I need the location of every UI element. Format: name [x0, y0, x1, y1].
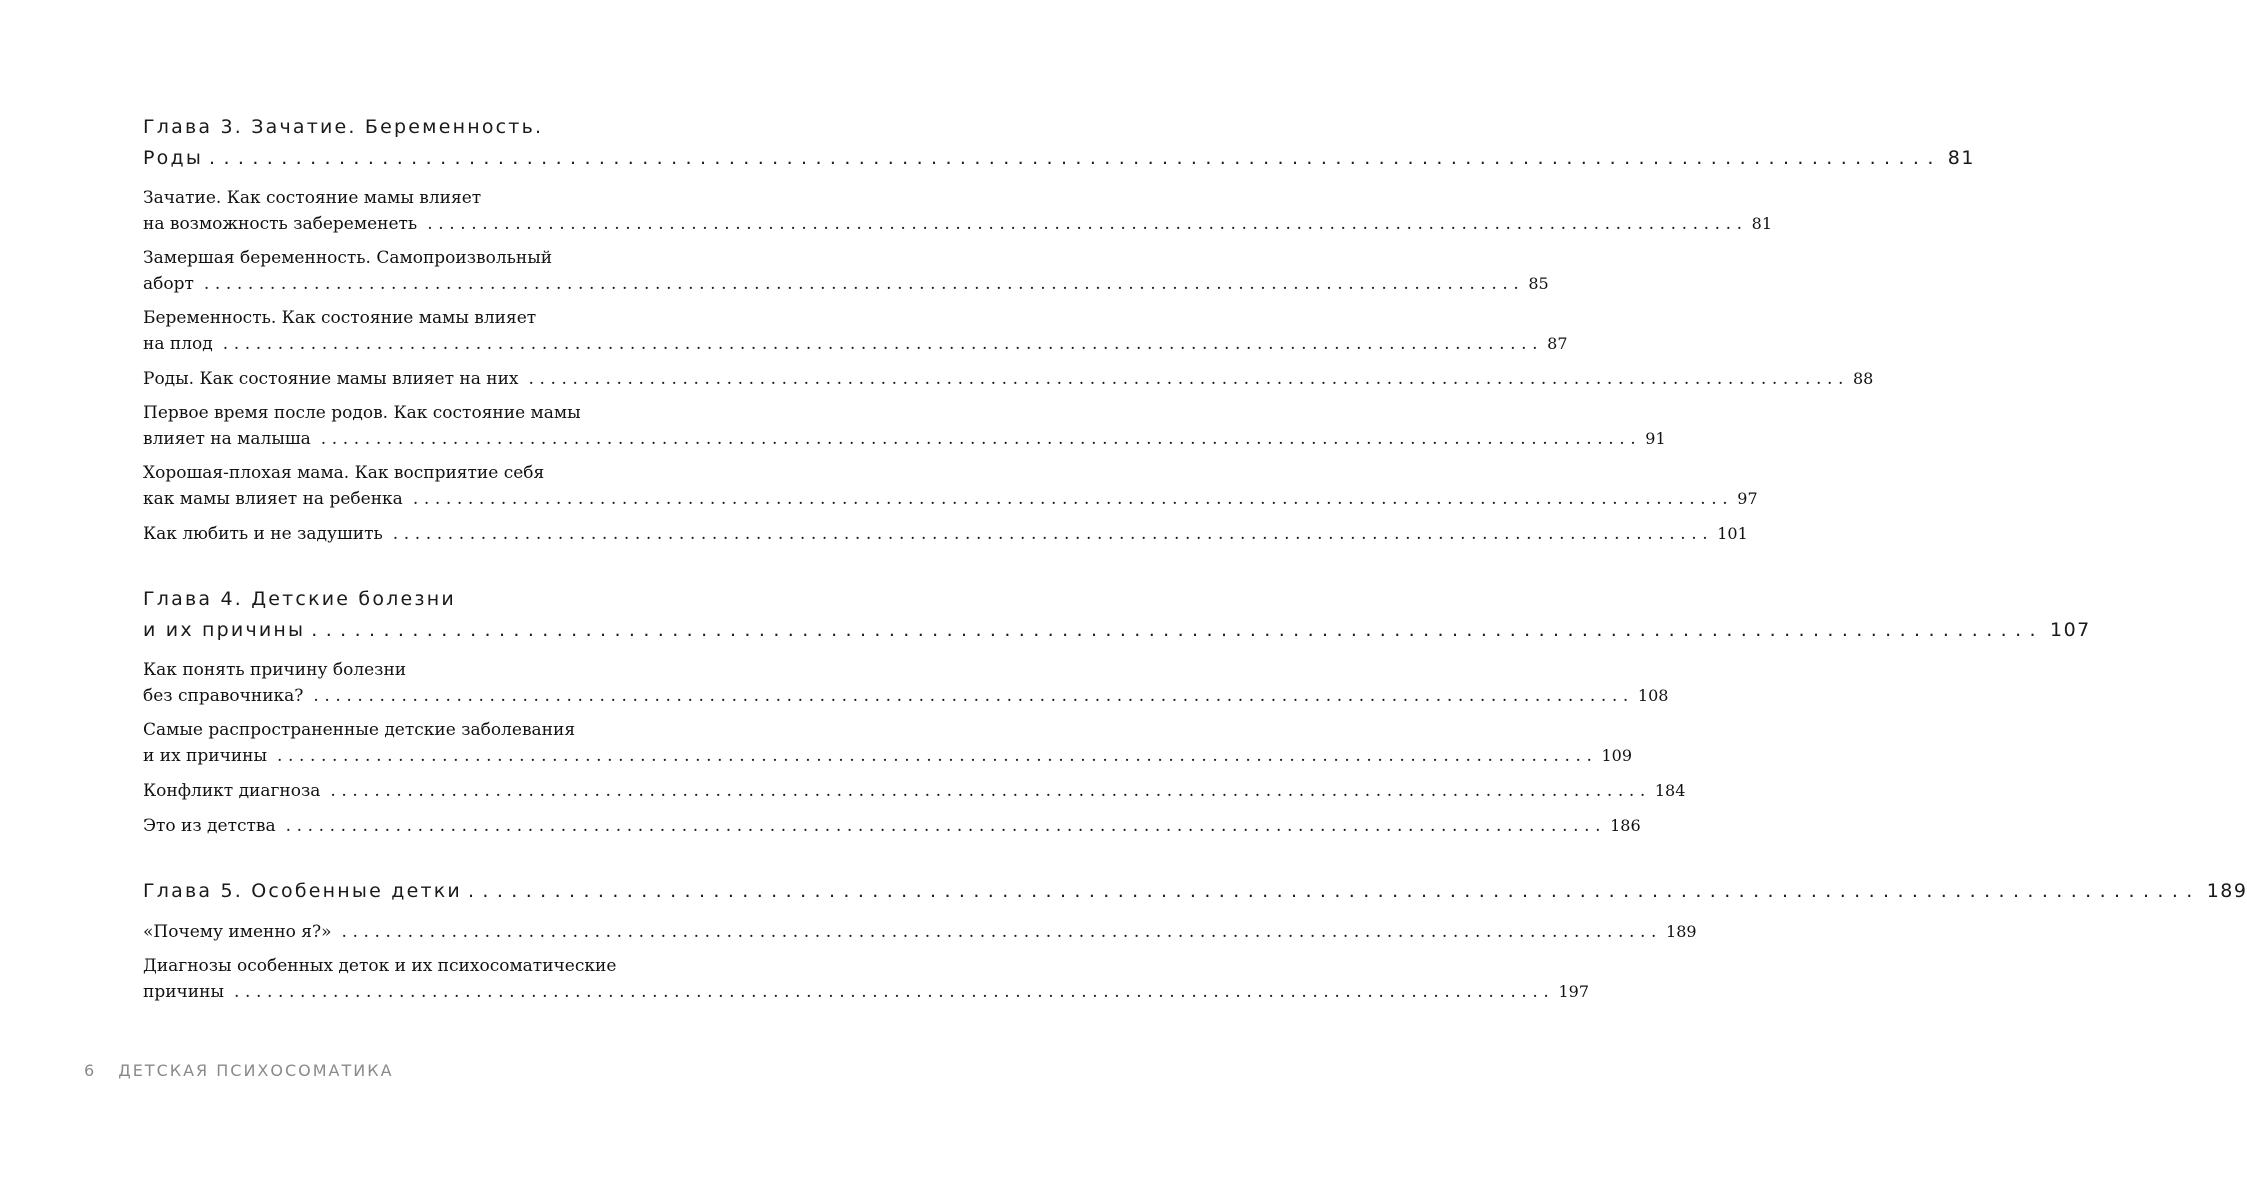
chapter-title-line-text: Роды	[143, 147, 204, 169]
chapter-title-line-page: 107	[2050, 619, 2091, 641]
toc-entry-line	[143, 331, 1568, 357]
toc-entry-line-text: Конфликт диагноза	[143, 781, 321, 801]
toc-entry-line-page: 197	[1558, 982, 1589, 1001]
dot-leader: ........................................................................................................................	[313, 686, 1634, 706]
dot-leader: ........................................................................................................................	[203, 274, 1525, 294]
chapter-block	[143, 112, 1975, 547]
toc-entry-line	[143, 211, 1773, 237]
dot-leader: ........................................................................................................................	[320, 429, 1642, 449]
toc-entry-line-page: 101	[1717, 524, 1748, 543]
toc-entry-line-page: 109	[1601, 746, 1633, 765]
toc-entry-line: Диагнозы особенных деток и их психосоматические	[143, 956, 617, 976]
dot-leader: ........................................................................................................................	[222, 334, 1544, 354]
toc-entry-line	[143, 271, 1549, 297]
toc-entry-line-page: 189	[1666, 922, 1697, 941]
toc-entry-line	[143, 366, 1874, 392]
chapter-title-line	[143, 615, 2091, 646]
toc-entry-line-text: причины	[143, 982, 224, 1002]
dot-leader: ........................................................................................................................	[209, 147, 1942, 169]
toc-entry-line-page: 81	[1751, 214, 1773, 233]
chapter-heading	[143, 112, 1975, 174]
toc-entry-line-text: на плод	[143, 334, 213, 354]
toc-entry-line-text: аборт	[143, 274, 194, 294]
toc-entry	[143, 306, 1568, 357]
footer-page-number: 6	[84, 1061, 97, 1080]
toc-entry-line: Хорошая-плохая мама. Как восприятие себя	[143, 463, 545, 483]
toc-entry	[143, 401, 1666, 452]
chapter-title-line	[143, 143, 1975, 174]
toc-entry-line-text: без справочника?	[143, 686, 304, 706]
toc-entry-line: Первое время после родов. Как состояние мамы	[143, 403, 581, 423]
toc-entry	[143, 718, 1633, 769]
toc-entry-line: Самые распространенные детские заболевания	[143, 720, 576, 740]
toc-entry-line-page: 91	[1645, 429, 1666, 448]
toc-entry-line-page: 88	[1852, 369, 1874, 388]
toc-entry-line	[143, 813, 1641, 839]
chapter-heading	[143, 584, 2091, 646]
page-footer	[84, 1061, 394, 1080]
toc-entry-line-page: 87	[1547, 334, 1568, 353]
table-of-contents	[143, 112, 2247, 1042]
toc-entry	[143, 919, 1697, 945]
toc-entry-line-text: Это из детства	[143, 816, 276, 836]
toc-entry	[143, 461, 1758, 512]
toc-entry-line-page: 97	[1737, 489, 1758, 508]
toc-entry-line	[143, 426, 1666, 452]
toc-entry-line	[143, 743, 1633, 769]
chapter-title-line-page: 81	[1947, 147, 1975, 169]
dot-leader: ........................................................................................................................	[427, 214, 1748, 234]
footer-book-title: ДЕТСКАЯ ПСИХОСОМАТИКА	[118, 1061, 394, 1080]
dot-leader: ........................................................................................................................	[233, 982, 1555, 1002]
toc-entry	[143, 366, 1874, 392]
toc-entry-line-page: 85	[1528, 274, 1549, 293]
dot-leader: ........................................................................................................................	[412, 489, 1734, 509]
toc-entry	[143, 658, 1669, 709]
chapter-title-line-page: 189	[2206, 880, 2247, 902]
toc-entry	[143, 521, 1748, 547]
dot-leader: ........................................................................................................................	[392, 524, 1714, 544]
toc-entry-line	[143, 683, 1669, 709]
toc-entry-line-text: «Почему именно я?»	[143, 922, 332, 942]
dot-leader: ........................................................................................................................	[341, 922, 1663, 942]
toc-entry	[143, 813, 1641, 839]
toc-entry	[143, 246, 1549, 297]
toc-entry-line-text: Роды. Как состояние мамы влияет на них	[143, 369, 519, 389]
toc-entry	[143, 186, 1773, 237]
toc-entry	[143, 778, 1686, 804]
dot-leader: ........................................................................................................................	[285, 816, 1607, 836]
chapter-title-line: Глава 4. Детские болезни	[143, 588, 456, 610]
chapter-block	[143, 584, 2091, 839]
toc-entry-line-page: 184	[1654, 781, 1686, 800]
dot-leader: ........................................................................................................................	[467, 880, 2201, 902]
chapter-title-line: Глава 3. Зачатие. Беременность.	[143, 116, 544, 138]
toc-entry-line-text: на возможность забеременеть	[143, 214, 418, 234]
toc-entry-line: Замершая беременность. Самопроизвольный	[143, 248, 553, 268]
toc-entry-line: Беременность. Как состояние мамы влияет	[143, 308, 537, 328]
chapter-block	[143, 876, 2247, 1005]
toc-entry-line	[143, 979, 1589, 1005]
chapter-heading	[143, 876, 2247, 907]
toc-entry-line: Как понять причину болезни	[143, 660, 407, 680]
toc-entry-line	[143, 778, 1686, 804]
chapter-title-line-text: Глава 5. Особенные детки	[143, 880, 462, 902]
toc-entry-line-text: Как любить и не задушить	[143, 524, 383, 544]
toc-entry	[143, 954, 1589, 1005]
toc-entry-line-text: как мамы влияет на ребенка	[143, 489, 403, 509]
chapter-title-line	[143, 876, 2247, 907]
chapter-title-line-text: и их причины	[143, 619, 306, 641]
toc-entry-line	[143, 486, 1758, 512]
toc-entry-line-text: влияет на малыша	[143, 429, 311, 449]
dot-leader: ........................................................................................................................	[277, 746, 1598, 766]
dot-leader: ........................................................................................................................	[330, 781, 1651, 801]
toc-entry-line	[143, 919, 1697, 945]
dot-leader: ........................................................................................................................	[528, 369, 1849, 389]
dot-leader: ........................................................................................................................	[311, 619, 2044, 641]
toc-entry-line-page: 108	[1637, 686, 1669, 705]
toc-entry-line-page: 186	[1610, 816, 1641, 835]
toc-entry-line: Зачатие. Как состояние мамы влияет	[143, 188, 482, 208]
toc-entry-line	[143, 521, 1748, 547]
toc-entry-line-text: и их причины	[143, 746, 268, 766]
